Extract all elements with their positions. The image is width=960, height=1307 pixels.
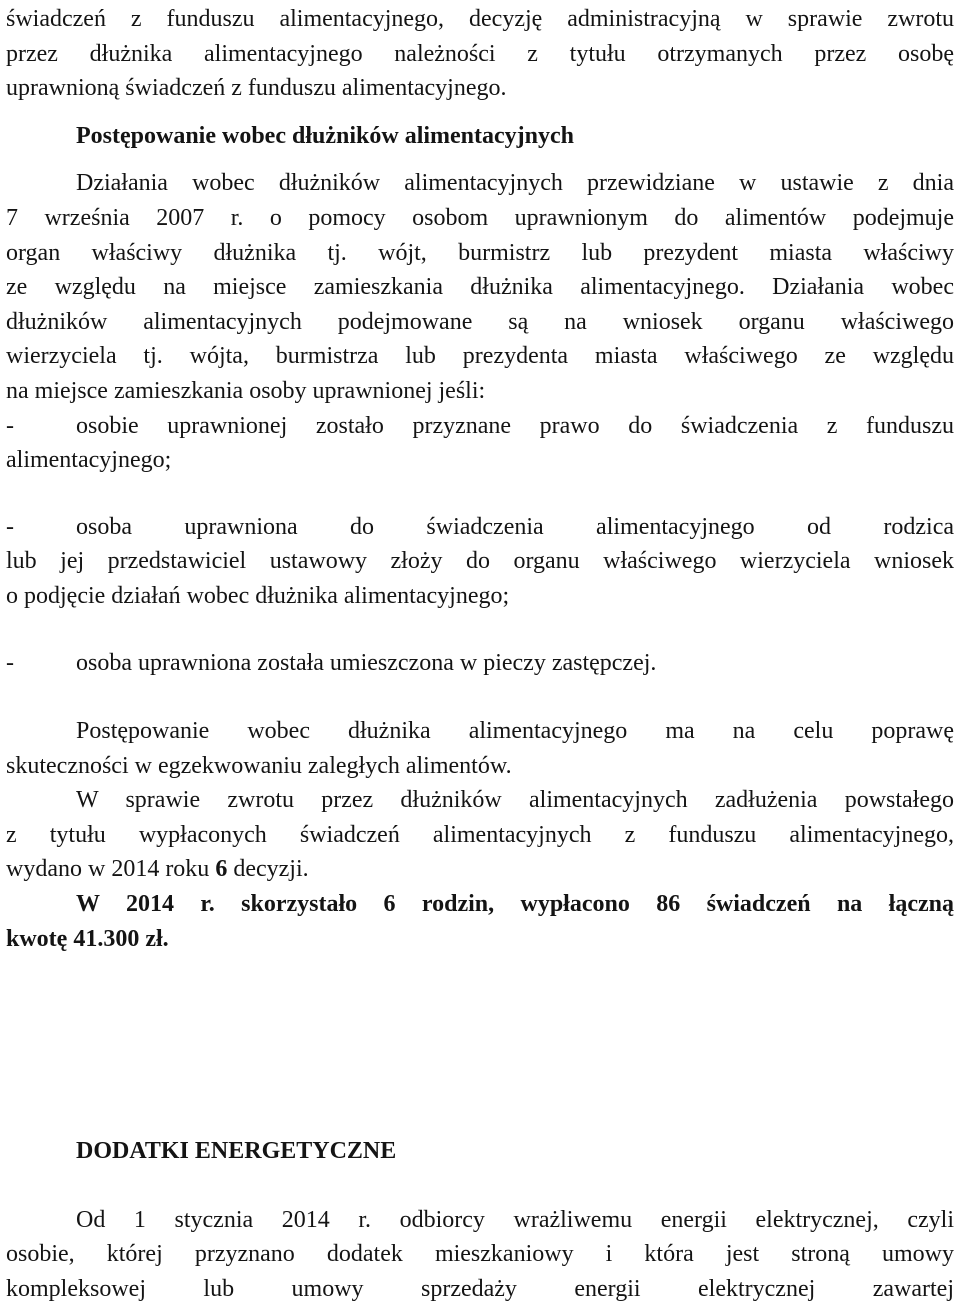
text-line: lub jej przedstawiciel ustawowy złoży do organu właściwego wierzyciela wniosek: [6, 548, 954, 575]
list-dash: -: [6, 513, 14, 540]
text-fragment: wydano w 2014 roku: [6, 856, 216, 883]
text-line: o podjęcie działań wobec dłużnika alimentacyjnego;: [6, 582, 510, 609]
text-line: kompleksowej lub umowy sprzedaży energii elektrycznej zawartej: [6, 1276, 954, 1303]
section-heading-energy: DODATKI ENERGETYCZNE: [76, 1138, 397, 1165]
list-item: [6, 646, 954, 681]
text-line: Od 1 stycznia 2014 r. odbiorcy wrażliwemu energii elektrycznej, czyli: [76, 1206, 954, 1233]
text-line: alimentacyjnego;: [6, 447, 172, 474]
section-heading-debtors: Postępowanie wobec dłużników alimentacyjnych: [76, 122, 574, 149]
text-line: kwotę 41.300 zł.: [6, 925, 169, 952]
text-line: Działania wobec dłużników alimentacyjnych przewidziane w ustawie z dnia: [76, 170, 954, 197]
text-line: organ właściwy dłużnika tj. wójt, burmistrz lub prezydent miasta właściwy: [6, 239, 954, 266]
list-item-text: osobie uprawnionej zostało przyznane prawo do świadczenia z funduszu: [76, 412, 954, 439]
decisions-paragraph: [6, 783, 954, 887]
text-line: 7 września 2007 r. o pomocy osobom uprawnionym do alimentów podejmuje: [6, 204, 954, 231]
text-fragment: decyzji.: [227, 856, 309, 883]
text-line: przez dłużnika alimentacyjnego należności z tytułu otrzymanych przez osobę: [6, 40, 954, 67]
text-line: osobie, której przyznano dodatek mieszkaniowy i która jest stroną umowy: [6, 1241, 954, 1268]
text-line: ze względu na miejsce zamieszkania dłużnika alimentacyjnego. Działania wobec: [6, 274, 954, 301]
list-item: [6, 409, 954, 444]
debtors-paragraph: [6, 166, 954, 408]
text-line: uprawnioną świadczeń z funduszu alimentacyjnego.: [6, 75, 507, 102]
energy-paragraph: [6, 1203, 954, 1307]
text-line: świadczeń z funduszu alimentacyjnego, decyzję administracyjną w sprawie zwrotu: [6, 6, 954, 32]
document-page: [6, 2, 954, 1307]
text-line: W sprawie zwrotu przez dłużników alimentacyjnych zadłużenia powstałego: [76, 787, 954, 814]
text-line: Postępowanie wobec dłużnika alimentacyjnego ma na celu poprawę: [76, 718, 954, 745]
list-item-text: osoba uprawniona do świadczenia alimentacyjnego od rodzica: [76, 513, 954, 540]
text-line: W 2014 r. skorzystało 6 rodzin, wypłacono 86 świadczeń na łączną: [76, 891, 954, 918]
purpose-paragraph: [6, 714, 954, 783]
list-dash: -: [6, 649, 14, 676]
list-dash: -: [6, 412, 14, 439]
text-line: skuteczności w egzekwowaniu zaległych alimentów.: [6, 752, 512, 779]
decision-count: 6: [215, 856, 228, 883]
list-item: [6, 510, 954, 545]
text-line: z tytułu wypłaconych świadczeń alimentacyjnych z funduszu alimentacyjnego,: [6, 821, 954, 848]
text-line: wierzyciela tj. wójta, burmistrza lub prezydenta miasta właściwego ze względu: [6, 343, 954, 370]
intro-paragraph: [6, 2, 954, 106]
summary-paragraph: [6, 887, 954, 956]
list-item-text: osoba uprawniona została umieszczona w pieczy zastępczej.: [76, 649, 657, 676]
text-line: dłużników alimentacyjnych podejmowane są na wniosek organu właściwego: [6, 308, 954, 335]
text-line: [6, 852, 954, 887]
conditions-list: [6, 409, 954, 681]
text-line: na miejsce zamieszkania osoby uprawnionej jeśli:: [6, 377, 486, 404]
